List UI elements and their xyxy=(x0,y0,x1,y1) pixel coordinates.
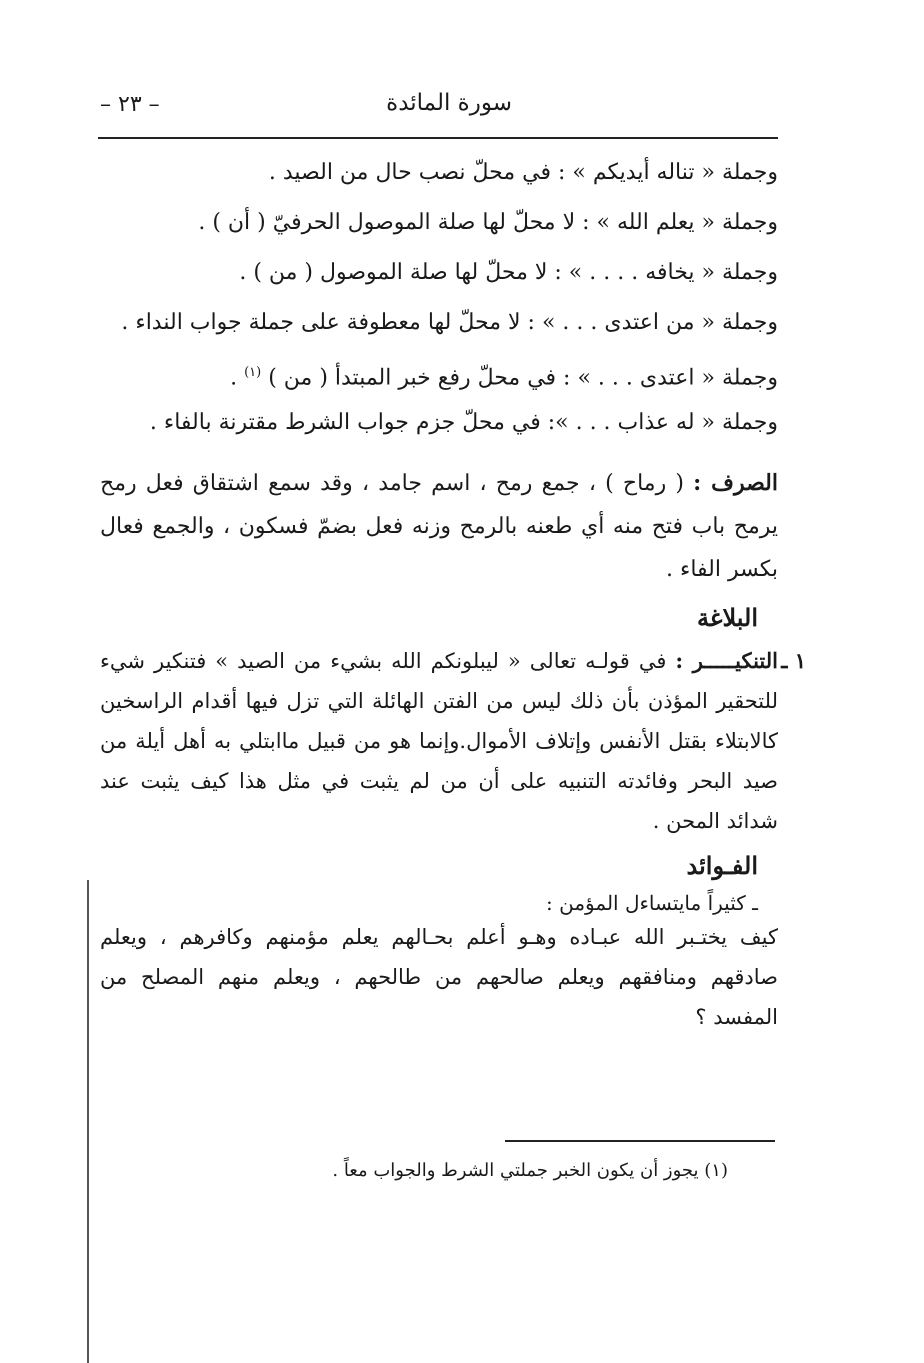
item-label: التنكيـــــر : xyxy=(675,648,778,673)
irab-paragraph: وجملة « له عذاب . . . »: في محلّ جزم جواب الشرط مقترنة بالفاء . xyxy=(149,410,778,435)
main-text xyxy=(100,148,806,1037)
irab-paragraph: وجملة « من اعتدى . . . » : لا محلّ لها معطوفة على جملة جواب النداء . xyxy=(121,310,778,335)
page-header xyxy=(95,90,777,130)
footnote-divider xyxy=(505,1140,775,1142)
balagha-item xyxy=(100,641,806,841)
irab-line: وجملة « يعلم الله » : لا محلّ لها صلة الموصول الحرفيّ ( أن ) . xyxy=(198,210,778,235)
footnote-marker: (١) xyxy=(244,365,262,380)
item-number: ١ ـ xyxy=(781,648,806,673)
fawaid-intro: ـ كثيراً مايتساءل المؤمن : xyxy=(546,891,758,915)
irab-line: وجملة « تناله أيديكم » : في محلّ نصب حال من الصيد . xyxy=(268,160,778,185)
sarf-label: الصرف : xyxy=(693,470,778,496)
header-divider xyxy=(98,137,778,139)
margin-line xyxy=(87,880,89,1363)
surah-title: سورة المائدة xyxy=(386,90,512,116)
sarf-paragraph xyxy=(100,462,778,591)
balagha-heading: البلاغة xyxy=(697,603,758,632)
irab-line-text: وجملة « اعتدى . . . » : في محلّ رفع خبر المبتدأ ( من ) xyxy=(268,365,778,391)
sarf-text: ( رماح ) ، جمع رمح ، اسم جامد ، وقد سمع اشتقاق فعل رمح يرمح باب فتح منه أي طعنه بالرمح وزنه فعل بضمّ فسكون ، والجمع فعال بكسر الفاء . xyxy=(100,471,778,582)
footnote: (١) يجوز أن يكون الخبر جملتي الشرط والجواب معاً . xyxy=(332,1160,728,1181)
page-number: – ٢٣ – xyxy=(100,92,160,117)
fawaid-text: كيف يختـبر الله عبـاده وهـو أعلم بحـالهم يعلم مؤمنهم وكافرهم ، ويعلم صادقهم ومنافقهم ويعلم صالحهم من طالحهم ، ويعلم منهم المصلح من المفسد ؟ xyxy=(100,925,779,1029)
fawaid-heading: الفـوائد xyxy=(686,851,758,880)
irab-line-end: . xyxy=(230,365,245,391)
irab-line-with-footnote xyxy=(100,348,778,398)
item-text: في قولـه تعالى « ليبلونكم الله بشيء من الصيد » فتنكير شيء للتحقير المؤذن بأن ذلك ليس من الفتن الهائلة التي تزل فيها أقدام الراسخين كالابتلاء بقتل الأنفس وإتلاف الأموال.وإنما هو من قبيل ماابتلي به أهل أيلة من صيد البحر وفائدته التنبيه على أن من لم يثبت في مثل هذا كيف يثبت عند شدائد المحن . xyxy=(100,649,778,833)
spacer xyxy=(100,448,778,462)
irab-line: وجملة « يخافه . . . . » : لا محلّ لها صلة الموصول ( من ) . xyxy=(239,260,778,285)
